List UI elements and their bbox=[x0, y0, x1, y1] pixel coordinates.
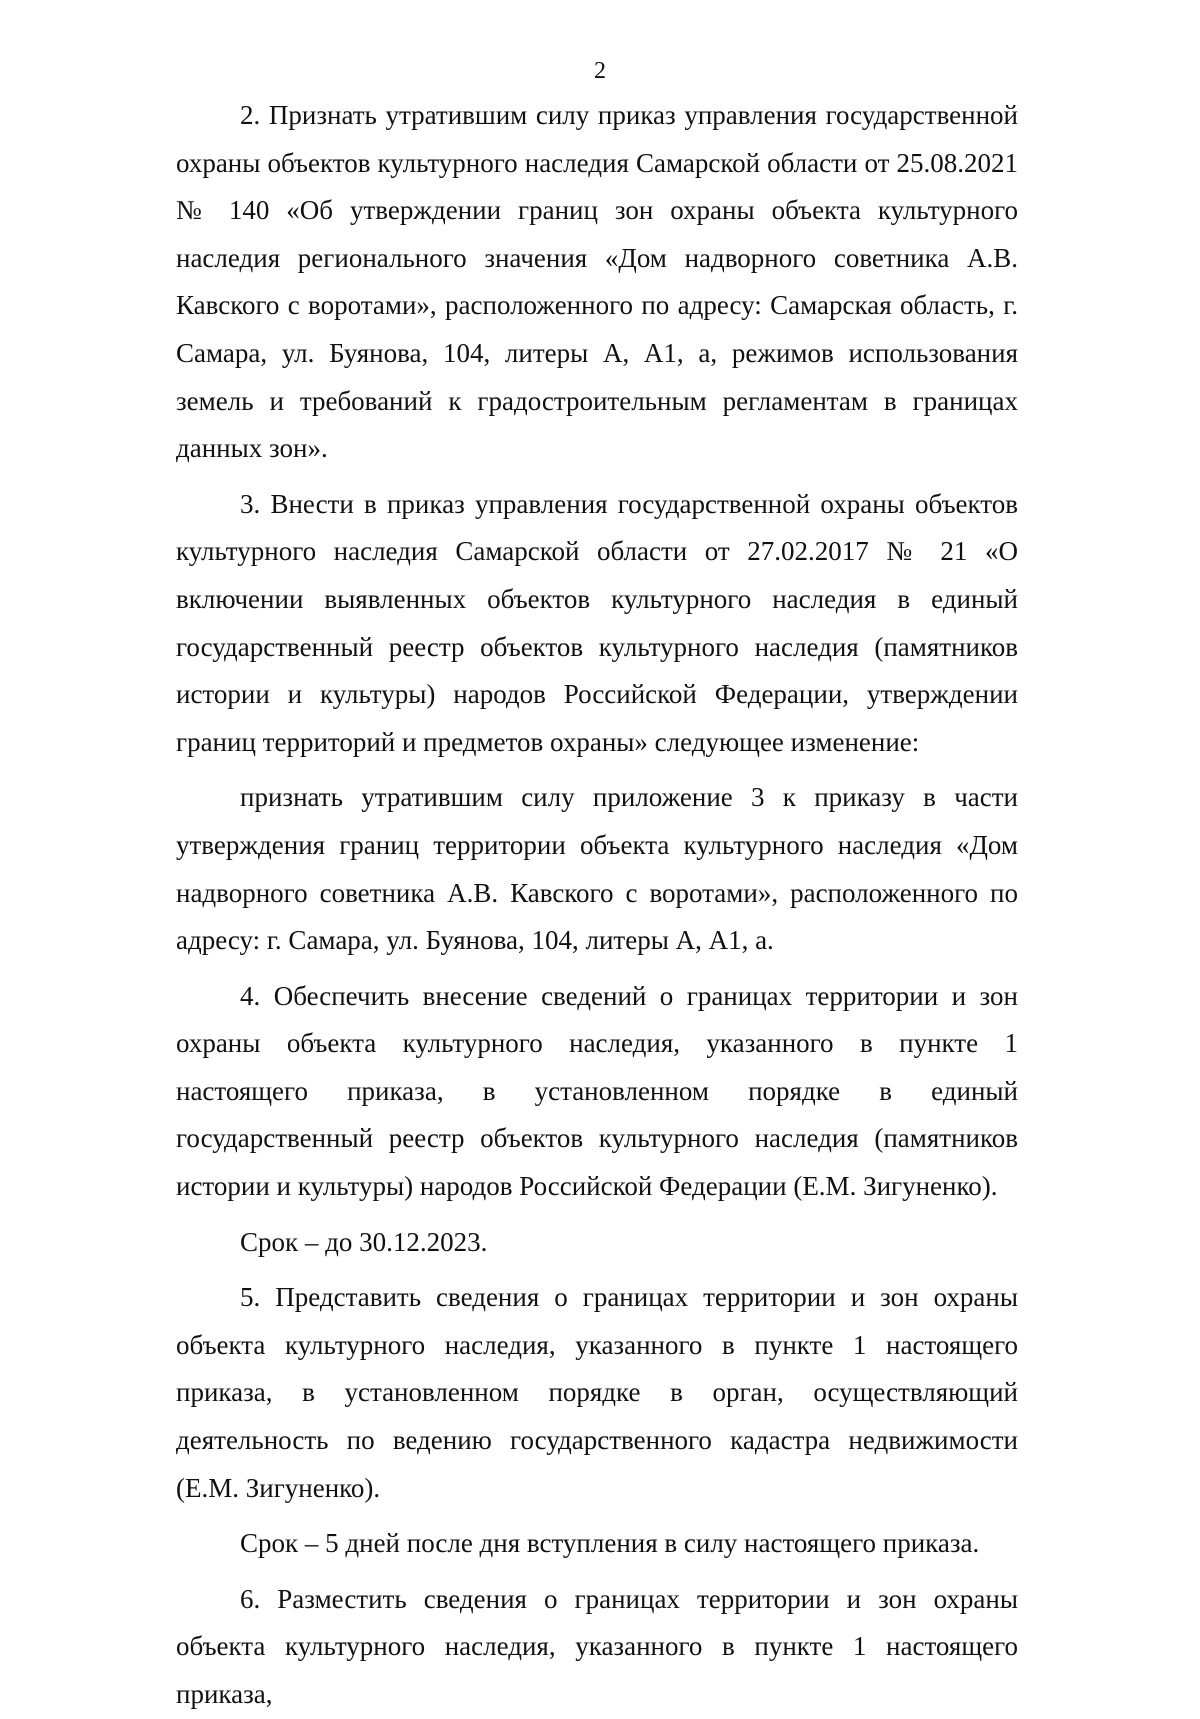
page-number: 2 bbox=[594, 58, 606, 84]
document-body bbox=[176, 92, 1018, 1719]
paragraph-item-6: 6. Разместить сведения о границах территории и зон охраны объекта культурного наследия, указанного в пункте 1 настоящего приказа, bbox=[176, 1583, 1018, 1709]
paragraph-item-3: 3. Внести в приказ управления государственной охраны объектов культурного наследия Самарской области от 27.02.2017 № 21 «О включении выявленных объектов культурного наследия в единый государственный реестр объектов культурного наследия (памятников истории и культуры) народов Российской Федерации, утверждении границ территорий и предметов охраны» следующее изменение: bbox=[176, 488, 1018, 757]
paragraph-item-4: 4. Обеспечить внесение сведений о границах территории и зон охраны объекта культурного наследия, указанного в пункте 1 настоящего приказа, в установленном порядке в единый государственный реестр объектов культурного наследия (памятников истории и культуры) народов Российской Федерации (Е.М. Зигуненко). bbox=[176, 980, 1018, 1202]
paragraph-item-5: 5. Представить сведения о границах территории и зон охраны объекта культурного наследия, указанного в пункте 1 настоящего приказа, в установленном порядке в орган, осуществляющий деятельность по ведению государственного кадастра недвижимости (Е.М. Зигуненко). bbox=[176, 1282, 1018, 1503]
paragraph-item-2: 2. Признать утратившим силу приказ управления государственной охраны объектов культурного наследия Самарской области от 25.08.2021 № 140 «Об утверждении границ зон охраны объекта культурного наследия регионального значения «Дом надворного советника А.В. Кавского с воротами», расположенного по адресу: Самарская область, г. Самара, ул. Буянова, 104, литеры А, А1, а, режимов использования земель и требований к градостроительным регламентам в границах данных зон». bbox=[176, 100, 1018, 464]
paragraph-amendment: признать утратившим силу приложение 3 к приказу в части утверждения границ территории объекта культурного наследия «Дом надворного советника А.В. Кавского с воротами», расположенного по адресу: г. Самара, ул. Буянова, 104, литеры А, А1, а. bbox=[176, 782, 1018, 956]
paragraph-deadline-1: Срок – до 30.12.2023. bbox=[240, 1226, 488, 1257]
paragraph-deadline-2: Срок – 5 дней после дня вступления в силу настоящего приказа. bbox=[240, 1528, 980, 1559]
